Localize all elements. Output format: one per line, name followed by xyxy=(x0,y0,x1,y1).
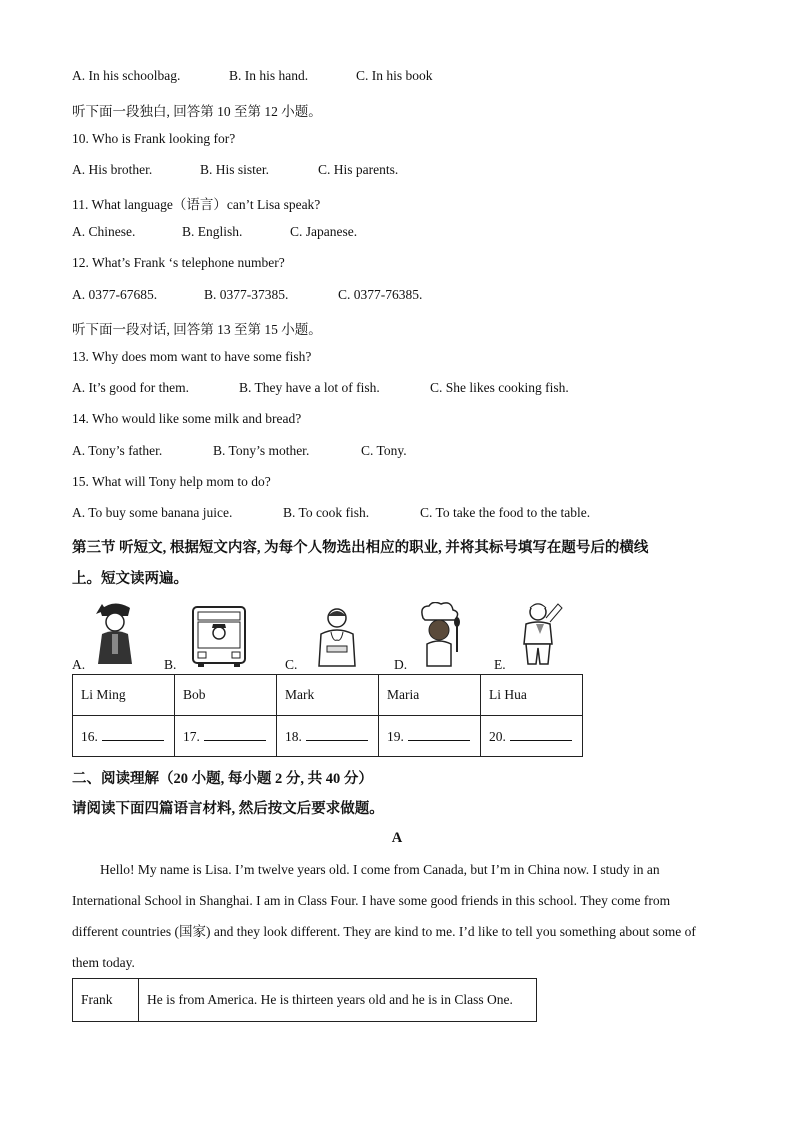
question-14: 14. Who would like some milk and bread? xyxy=(72,411,302,426)
picture-label-e: E. xyxy=(494,657,506,672)
answer-blank[interactable] xyxy=(408,728,470,741)
part2-instruction: 请阅读下面四篇语言材料, 然后按文后要求做题。 xyxy=(72,801,384,817)
question-11: 11. What language（语言）can’t Lisa speak? xyxy=(72,197,321,212)
question-10: 10. Who is Frank looking for? xyxy=(72,131,236,146)
name-cell: Mark xyxy=(277,675,379,716)
q12-option-b: B. 0377-37385. xyxy=(204,287,289,302)
info-table xyxy=(72,978,537,1022)
answer-number: 17. xyxy=(183,728,200,744)
cook-icon xyxy=(413,602,465,668)
q14-option-a: A. Tony’s father. xyxy=(72,443,163,458)
picture-label-d: D. xyxy=(394,657,408,672)
part2-title: 二、阅读理解（20 小题, 每小题 2 分, 共 40 分） xyxy=(72,771,373,787)
passage-line: Hello! My name is Lisa. I’m twelve years old. I come from Canada, but I’m in China now. I study in an xyxy=(100,862,660,877)
answers-row xyxy=(73,716,583,757)
section3-instruction-line2: 上。短文读两遍。 xyxy=(72,571,188,587)
q13-option-a: A. It’s good for them. xyxy=(72,380,189,395)
q13-option-b: B. They have a lot of fish. xyxy=(239,380,380,395)
info-name-cell: Frank xyxy=(73,979,139,1022)
q15-option-b: B. To cook fish. xyxy=(283,505,370,520)
q9-option-a: A. In his schoolbag. xyxy=(72,68,181,83)
q15-option-c: C. To take the food to the table. xyxy=(420,505,591,520)
name-cell: Li Ming xyxy=(73,675,175,716)
q12-option-c: C. 0377-76385. xyxy=(338,287,423,302)
passage-a xyxy=(72,854,722,978)
q11-option-b: B. English. xyxy=(182,224,243,239)
police-officer-icon xyxy=(88,598,140,666)
passage-line: different countries (国家) and they look different. They are kind to me. I’d like to tell you something about some of xyxy=(72,924,696,939)
question-15: 15. What will Tony help mom to do? xyxy=(72,474,271,489)
names-row xyxy=(73,675,583,716)
q11-option-c: C. Japanese. xyxy=(290,224,358,239)
worker-icon xyxy=(516,598,566,668)
answer-blank[interactable] xyxy=(510,728,572,741)
q10-option-c: C. His parents. xyxy=(318,162,399,177)
picture-label-b: B. xyxy=(164,657,177,672)
question-12: 12. What’s Frank ‘s telephone number? xyxy=(72,255,285,270)
picture-label-c: C. xyxy=(285,657,298,672)
q14-option-b: B. Tony’s mother. xyxy=(213,443,310,458)
answer-number: 20. xyxy=(489,728,506,744)
q9-option-c: C. In his book xyxy=(356,68,433,83)
monologue-instruction: 听下面一段独白, 回答第 10 至第 12 小题。 xyxy=(72,104,322,119)
q10-option-a: A. His brother. xyxy=(72,162,153,177)
q9-option-b: B. In his hand. xyxy=(229,68,309,83)
answer-cell xyxy=(277,716,379,757)
answer-cell xyxy=(481,716,583,757)
answer-blank[interactable] xyxy=(102,728,164,741)
passage-label: A xyxy=(391,830,403,846)
name-cell: Bob xyxy=(175,675,277,716)
name-cell: Maria xyxy=(379,675,481,716)
table-row xyxy=(73,979,537,1022)
answer-number: 18. xyxy=(285,728,302,744)
jobs-table xyxy=(72,674,583,757)
answer-cell xyxy=(175,716,277,757)
answer-number: 19. xyxy=(387,728,404,744)
passage-line: them today. xyxy=(72,955,135,970)
answer-blank[interactable] xyxy=(306,728,368,741)
bus-driver-icon xyxy=(190,604,248,668)
section3-instruction-line1: 第三节 听短文, 根据短文内容, 为每个人物选出相应的职业, 并将其标号填写在题号后的横线 xyxy=(72,540,649,556)
dialog-instruction: 听下面一段对话, 回答第 13 至第 15 小题。 xyxy=(72,322,322,337)
q11-option-a: A. Chinese. xyxy=(72,224,136,239)
passage-line: International School in Shanghai. I am in Class Four. I have some good friends in this school. They come from xyxy=(72,893,671,908)
q14-option-c: C. Tony. xyxy=(361,443,407,458)
info-desc-cell: He is from America. He is thirteen years old and he is in Class One. xyxy=(139,979,537,1022)
answer-blank[interactable] xyxy=(204,728,266,741)
answer-number: 16. xyxy=(81,728,98,744)
name-cell: Li Hua xyxy=(481,675,583,716)
doctor-icon xyxy=(313,606,361,668)
q10-option-b: B. His sister. xyxy=(200,162,270,177)
q15-option-a: A. To buy some banana juice. xyxy=(72,505,233,520)
answer-cell xyxy=(379,716,481,757)
question-13: 13. Why does mom want to have some fish? xyxy=(72,349,312,364)
q12-option-a: A. 0377-67685. xyxy=(72,287,158,302)
q13-option-c: C. She likes cooking fish. xyxy=(430,380,569,395)
picture-label-a: A. xyxy=(72,657,86,672)
answer-cell xyxy=(73,716,175,757)
